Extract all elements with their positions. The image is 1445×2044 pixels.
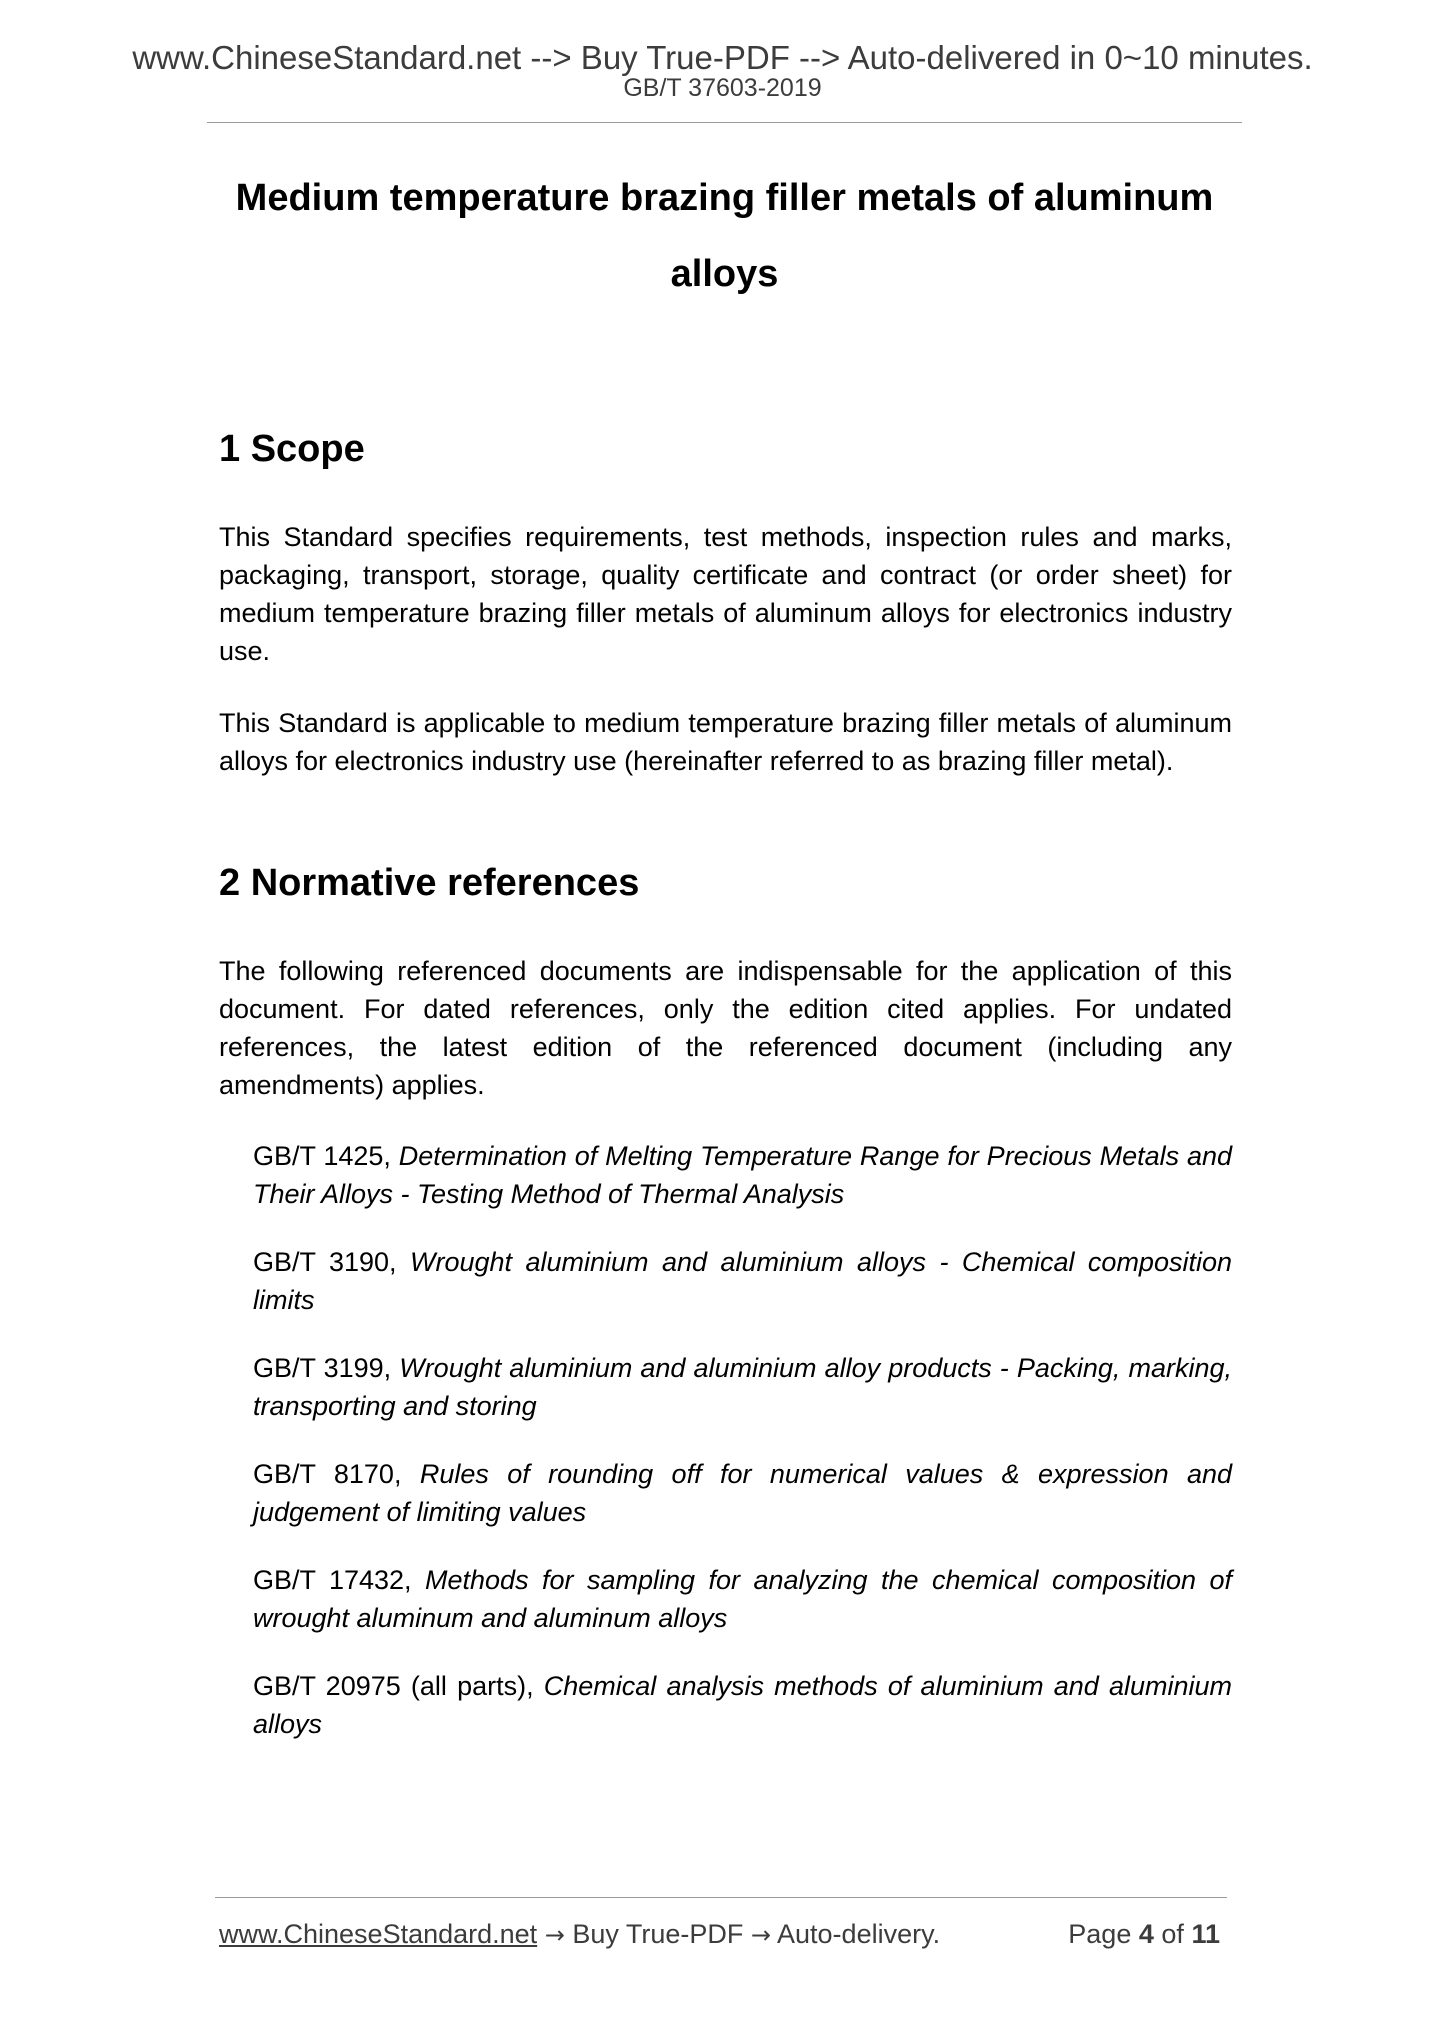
reference-code: GB/T 1425, xyxy=(253,1141,399,1171)
site-banner: www.ChineseStandard.net --> Buy True-PDF --> Auto-delivered in 0~10 minutes. xyxy=(132,39,1313,76)
reference-item xyxy=(253,1243,1232,1319)
page-current: 4 xyxy=(1138,1919,1154,1949)
section-heading-scope: 1 Scope xyxy=(219,428,365,470)
page-total: 11 xyxy=(1191,1919,1220,1949)
document-title-line-2: alloys xyxy=(670,253,779,295)
scope-paragraph-2: This Standard is applicable to medium temperature brazing filler metals of aluminum alloys for electronics industry use (hereinafter referred to as brazing filler metal). xyxy=(219,708,1232,776)
reference-item xyxy=(253,1455,1232,1531)
header-divider xyxy=(207,122,1242,123)
footer-site-link[interactable]: www.ChineseStandard.net xyxy=(219,1919,538,1949)
reference-item xyxy=(253,1349,1232,1425)
reference-code: GB/T 17432, xyxy=(253,1565,426,1595)
footer-divider xyxy=(215,1897,1227,1898)
footer-buy-text: Buy True-PDF xyxy=(572,1919,744,1949)
reference-code: GB/T 20975 (all parts), xyxy=(253,1671,544,1701)
footer-delivery-text: Auto-delivery. xyxy=(777,1919,941,1949)
reference-item xyxy=(253,1137,1232,1213)
reference-item xyxy=(253,1667,1232,1743)
reference-title: Chemical analysis methods of aluminium and aluminium alloys xyxy=(253,1671,1232,1739)
normative-references-paragraph: The following referenced documents are indispensable for the application of this document. For dated references, only the edition cited applies. For undated references, the latest edition of the referenced document (including any amendments) applies. xyxy=(219,956,1232,1100)
arrow-right-icon: → xyxy=(544,1921,565,1949)
reference-title: Methods for sampling for analyzing the chemical composition of wrought aluminum and aluminum alloys xyxy=(253,1565,1233,1633)
reference-code: GB/T 3199, xyxy=(253,1353,400,1383)
arrow-right-icon: → xyxy=(750,1921,771,1949)
scope-paragraph-1: This Standard specifies requirements, test methods, inspection rules and marks, packaging, transport, storage, quality certificate and contract (or order sheet) for medium temperature brazing filler metals of aluminum alloys for electronics industry use. xyxy=(219,522,1232,666)
document-title xyxy=(207,160,1242,312)
section-heading-normative-references: 2 Normative references xyxy=(219,862,640,904)
reference-item xyxy=(253,1561,1232,1637)
page-label: Page xyxy=(1068,1919,1132,1949)
page-indicator xyxy=(1068,1917,1220,1951)
reference-code: GB/T 8170, xyxy=(253,1459,420,1489)
reference-title: Determination of Melting Temperature Range for Precious Metals and Their Alloys - Testing Method of Thermal Analysis xyxy=(253,1141,1233,1209)
footer-promo xyxy=(219,1917,940,1952)
reference-code: GB/T 3190, xyxy=(253,1247,410,1277)
page-of-label: of xyxy=(1161,1919,1184,1949)
standard-code: GB/T 37603-2019 xyxy=(623,74,822,102)
document-title-line-1: Medium temperature brazing filler metals of aluminum xyxy=(235,177,1214,219)
reference-title: Wrought aluminium and aluminium alloys - Chemical composition limits xyxy=(253,1247,1232,1315)
reference-title: Wrought aluminium and aluminium alloy products - Packing, marking, transporting and storing xyxy=(253,1353,1232,1421)
reference-title: Rules of rounding off for numerical values & expression and judgement of limiting values xyxy=(253,1459,1232,1527)
